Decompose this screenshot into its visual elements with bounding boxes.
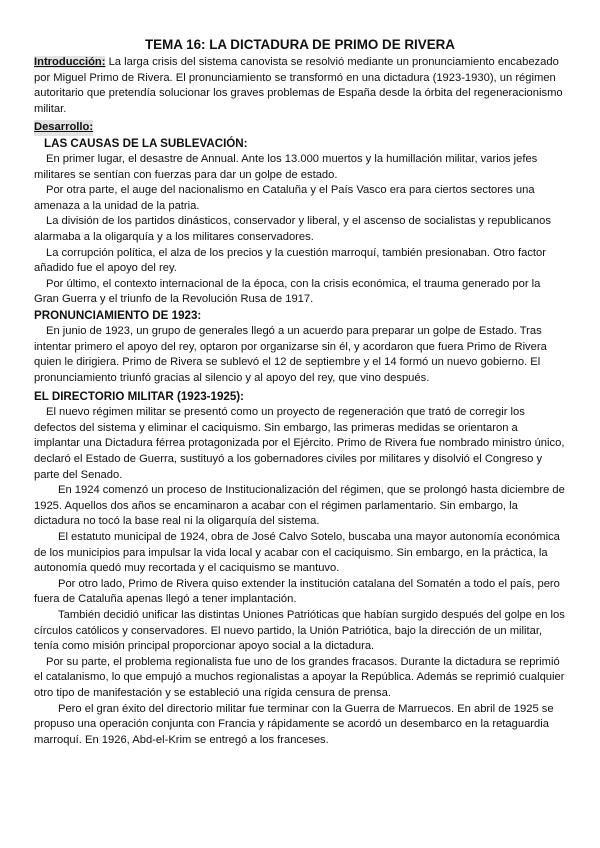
directory-paragraph-2: En 1924 comenzó un proceso de Institucionalización del régimen, que se prolongó hasta diciembre de 1925. Aquellos dos años se encaminaron a acabar con el régimen parlamentario. Sin embargo, la dictadura no tocó la base real ni la oligarquía del sistema. bbox=[34, 484, 565, 528]
directory-heading: EL DIRECTORIO MILITAR (1923-1925): bbox=[34, 390, 245, 404]
causes-paragraph-2: Por otra parte, el auge del nacionalismo en Cataluña y el País Vasco era para ciertos sectores una amenaza a la unidad de la patria. bbox=[34, 184, 535, 212]
intro-text: La larga crisis del sistema canovista se resolvió mediante un pronunciamiento encabezado por Miguel Primo de Rivera. El pronunciamiento se transformó en una dictadura (1923-1930), un régimen autoritario que pretendía solucionar los graves problemas de España desde la órbita del regeneracionismo militar. bbox=[34, 56, 563, 115]
intro-label: Introducción: bbox=[34, 56, 106, 68]
directory-paragraph-5: También decidió unificar las distintas Uniones Patrióticas que habían surgido después del golpe en los círculos católicos y conservadores. El nuevo partido, la Unión Patriótica, bajo la dirección de un militar, tenía como misión principal proporcionar apoyo social a la dictadura. bbox=[34, 609, 565, 653]
causes-paragraph-3: La división de los partidos dinásticos, conservador y liberal, y el ascenso de socialistas y republicanos alarmaba a la oligarquía y a los militares conservadores. bbox=[34, 215, 551, 243]
pronouncement-paragraph-1: En junio de 1923, un grupo de generales llegó a un acuerdo para preparar un golpe de Estado. Tras intentar primero el apoyo del rey, optaron por organizarse sin él, y acordaron que fuera Primo de Rivera quien le dirigiera. Primo de Rivera se sublevó el 12 de septiembre y el 14 formó un nuevo gobierno. El pronunciamiento triunfó gracias al silencio y al apoyo del rey, que vino después. bbox=[34, 324, 547, 384]
causes-paragraph-1: En primer lugar, el desastre de Annual. Ante los 13.000 muertos y la humillación militar, varios jefes militares se sentían con fuerzas para dar un golpe de estado. bbox=[34, 152, 538, 181]
causes-heading: LAS CAUSAS DE LA SUBLEVACIÓN: bbox=[44, 136, 248, 150]
directory-paragraph-6: Por su parte, el problema regionalista fue uno de los grandes fracasos. Durante la dictadura se reprimió el catalanismo, lo que empujó a muchos regionalistas a apoyar la República. Además se reprimió cualquier otro tipo de manifestación y se estableció una rígida censura de prensa. bbox=[34, 655, 565, 699]
directory-paragraph-3: El estatuto municipal de 1924, obra de José Calvo Sotelo, buscaba una mayor autonomía económica de los municipios para impulsar la vida local y acabar con el caciquismo. Sin embargo, en la práctica, la autonomía quedó muy recortada y el caciquismo se mantuvo. bbox=[34, 531, 560, 575]
directory-paragraph-1: El nuevo régimen militar se presentó como un proyecto de regeneración que trató de corregir los defectos del sistema y eliminar el caciquismo. Sin embargo, las primeras medidas se orientaron a implantar una Dictadura férrea protagonizada por el Ejército. Primo de Rivera fue nombrado ministro único, declaró el Estado de Guerra, sustituyó a los gobernadores civiles por militares y disolvió el Congreso y parte del Senado. bbox=[34, 406, 565, 481]
causes-paragraph-4: La corrupción política, el alza de los precios y la cuestión marroquí, también presionaban. Otro factor añadido fue el apoyo del rey. bbox=[34, 246, 546, 275]
directory-paragraph-7: Pero el gran éxito del directorio militar fue terminar con la Guerra de Marruecos. En abril de 1925 se propuso una operación conjunta con Francia y rápidamente se acordó un desembarco en la retaguardia marroquí. En 1926, Abd-el-Krim se entregó a los franceses. bbox=[34, 702, 554, 746]
pronouncement-heading: PRONUNCIAMIENTO DE 1923: bbox=[34, 308, 202, 322]
development-label: Desarrollo: bbox=[34, 120, 93, 136]
directory-paragraph-4: Por otro lado, Primo de Rivera quiso extender la institución catalana del Somatén a todo el país, pero fuera de Cataluña apenas llegó a tener implantación. bbox=[34, 577, 560, 606]
intro-paragraph bbox=[34, 55, 566, 117]
causes-paragraph-5: Por último, el contexto internacional de la época, con la crisis económica, el trauma generado por la Gran Guerra y el triunfo de la Revolución Rusa de 1917. bbox=[34, 277, 541, 306]
document-title: TEMA 16: LA DICTADURA DE PRIMO DE RIVERA bbox=[145, 37, 455, 52]
